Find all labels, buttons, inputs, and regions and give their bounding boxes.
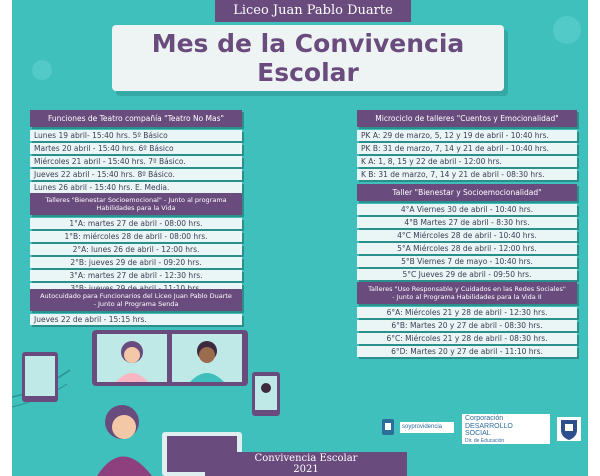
list-item: PK B: 31 de marzo, 7, 14 y 21 de abril - 10:40 hrs. <box>357 143 577 154</box>
list-item: 2°A: lunes 26 de abril - 12:00 hrs. <box>30 244 242 255</box>
panel-autocuidado <box>30 289 242 325</box>
providencia-logo <box>400 422 454 433</box>
list-item: 6°C: Miércoles 21 y 28 de abril - 08:30 hrs. <box>357 333 577 344</box>
corporacion-logo <box>462 414 550 444</box>
panel-title-line: Talleres "Uso Responsable y Cuidados en las Redes Sociales" <box>368 285 566 293</box>
panel-title-line: - Junto al Programa Senda <box>93 300 179 308</box>
panel-title-line: Habilidades para la Vida <box>96 204 176 212</box>
panel-bienestar-socioemocional-rows <box>30 218 242 294</box>
panel-microciclo <box>357 110 577 180</box>
list-item: 1°B: miércoles 28 de abril - 08:00 hrs. <box>30 231 242 242</box>
providencia-logo-text: soyprovidencia <box>402 424 443 430</box>
list-item: 6°B: Martes 20 y 27 de abril - 08:30 hrs. <box>357 320 577 331</box>
list-item: 4°A Viernes 30 de abril - 10:40 hrs. <box>357 204 577 215</box>
list-item: Jueves 22 de abril - 15:15 hrs. <box>30 314 242 325</box>
decor-circle <box>32 60 52 80</box>
list-item: PK A: 29 de marzo, 5, 12 y 19 de abril - 10:40 hrs. <box>357 130 577 141</box>
footer-banner <box>205 452 407 476</box>
school-name-banner: Liceo Juan Pablo Duarte <box>215 0 411 22</box>
corp-line: Corporación <box>465 415 504 422</box>
list-item: 6°D: Martes 20 y 27 de abril - 11:10 hrs. <box>357 346 577 357</box>
list-item: 1°A: martes 27 de abril - 08:00 hrs. <box>30 218 242 229</box>
decor-circle <box>553 16 581 44</box>
person-face <box>199 347 215 363</box>
panel-title-line: Talleres "Bienestar Socioemocional" - Junto al programa <box>45 196 227 204</box>
woman-body <box>97 457 152 476</box>
corp-line: DESARROLLO <box>465 422 513 430</box>
panel-redes-sociales <box>357 282 577 357</box>
list-item: 6°A: Miércoles 21 y 28 de abril - 12:30 hrs. <box>357 307 577 318</box>
panel-bienestar-title: Taller "Bienestar y Socioemocionalidad" <box>357 184 577 201</box>
person-face <box>124 347 140 363</box>
providencia-emblem-icon <box>380 418 396 438</box>
panel-teatro-rows <box>30 130 242 193</box>
list-item: K A: 1, 8, 15 y 22 de abril - 12:00 hrs. <box>357 156 577 167</box>
list-item: K B: 31 de marzo, 7, 14 y 21 de abril - 08:30 hrs. <box>357 169 577 180</box>
panel-autocuidado-title <box>30 289 242 311</box>
panel-microciclo-title: Microciclo de talleres "Cuentos y Emocionalidad" <box>357 110 577 127</box>
panel-bienestar-socioemocional-title <box>30 193 242 215</box>
list-item: Miércoles 21 abril - 15:40 hrs. 7º Básico. <box>30 156 242 167</box>
title-card-face <box>112 25 504 91</box>
corp-line: Dir. de Educación <box>465 437 505 444</box>
panel-teatro-title: Funciones de Teatro compañía "Teatro No Mas" <box>30 110 242 127</box>
person-small-head <box>261 383 271 393</box>
footer-line-2: 2021 <box>293 464 319 475</box>
panel-bienestar <box>357 184 577 280</box>
list-item: Lunes 26 abril - 15:40 hrs. E. Media. <box>30 182 242 193</box>
panel-redes-sociales-title <box>357 282 577 304</box>
list-item: 4°C Miércoles 28 de abril - 10:40 hrs. <box>357 230 577 241</box>
page-title-line-2: Escolar <box>257 58 359 87</box>
sponsor-logos <box>380 414 588 444</box>
panel-title-line: Autocuidado para Funcionarios del Liceo Juan Pablo Duarte <box>40 292 232 300</box>
page-title-line-1: Mes de la Convivencia <box>151 29 465 58</box>
panel-bienestar-rows <box>357 204 577 280</box>
list-item: 5°B Viernes 7 de mayo - 10:40 hrs. <box>357 256 577 267</box>
poster <box>12 0 588 476</box>
list-item: Jueves 22 abril - 15:40 hrs. 8º Básico. <box>30 169 242 180</box>
school-crest-icon <box>556 416 582 442</box>
list-item: Martes 20 abril - 15:40 hrs. 6º Básico <box>30 143 242 154</box>
list-item: 2°B: jueves 29 de abril - 09:20 hrs. <box>30 257 242 268</box>
panel-microciclo-rows <box>357 130 577 180</box>
corporacion-logo-text <box>465 415 513 444</box>
list-item: 4°B Martes 27 de abril - 8:30 hrs. <box>357 217 577 228</box>
list-item: 3°A: martes 27 de abril - 12:30 hrs. <box>30 270 242 281</box>
corp-line: SOCIAL <box>465 430 491 437</box>
list-item: Lunes 19 abril- 15:40 hrs. 5º Básico <box>30 130 242 141</box>
panel-bienestar-socioemocional <box>30 193 242 294</box>
panel-redes-sociales-rows <box>357 307 577 357</box>
panel-title-line: - Junto al Programa Habilidades para la Vida II <box>392 293 542 301</box>
footer-line-1: Convivencia Escolar <box>254 453 358 464</box>
list-item: 5°A Miércoles 28 de abril - 12:00 hrs. <box>357 243 577 254</box>
panel-teatro <box>30 110 242 193</box>
woman-face <box>112 415 136 439</box>
list-item: 5°C Jueves 29 de abril - 09:50 hrs. <box>357 269 577 280</box>
title-card <box>112 25 508 96</box>
phone-left-screen <box>25 356 55 396</box>
